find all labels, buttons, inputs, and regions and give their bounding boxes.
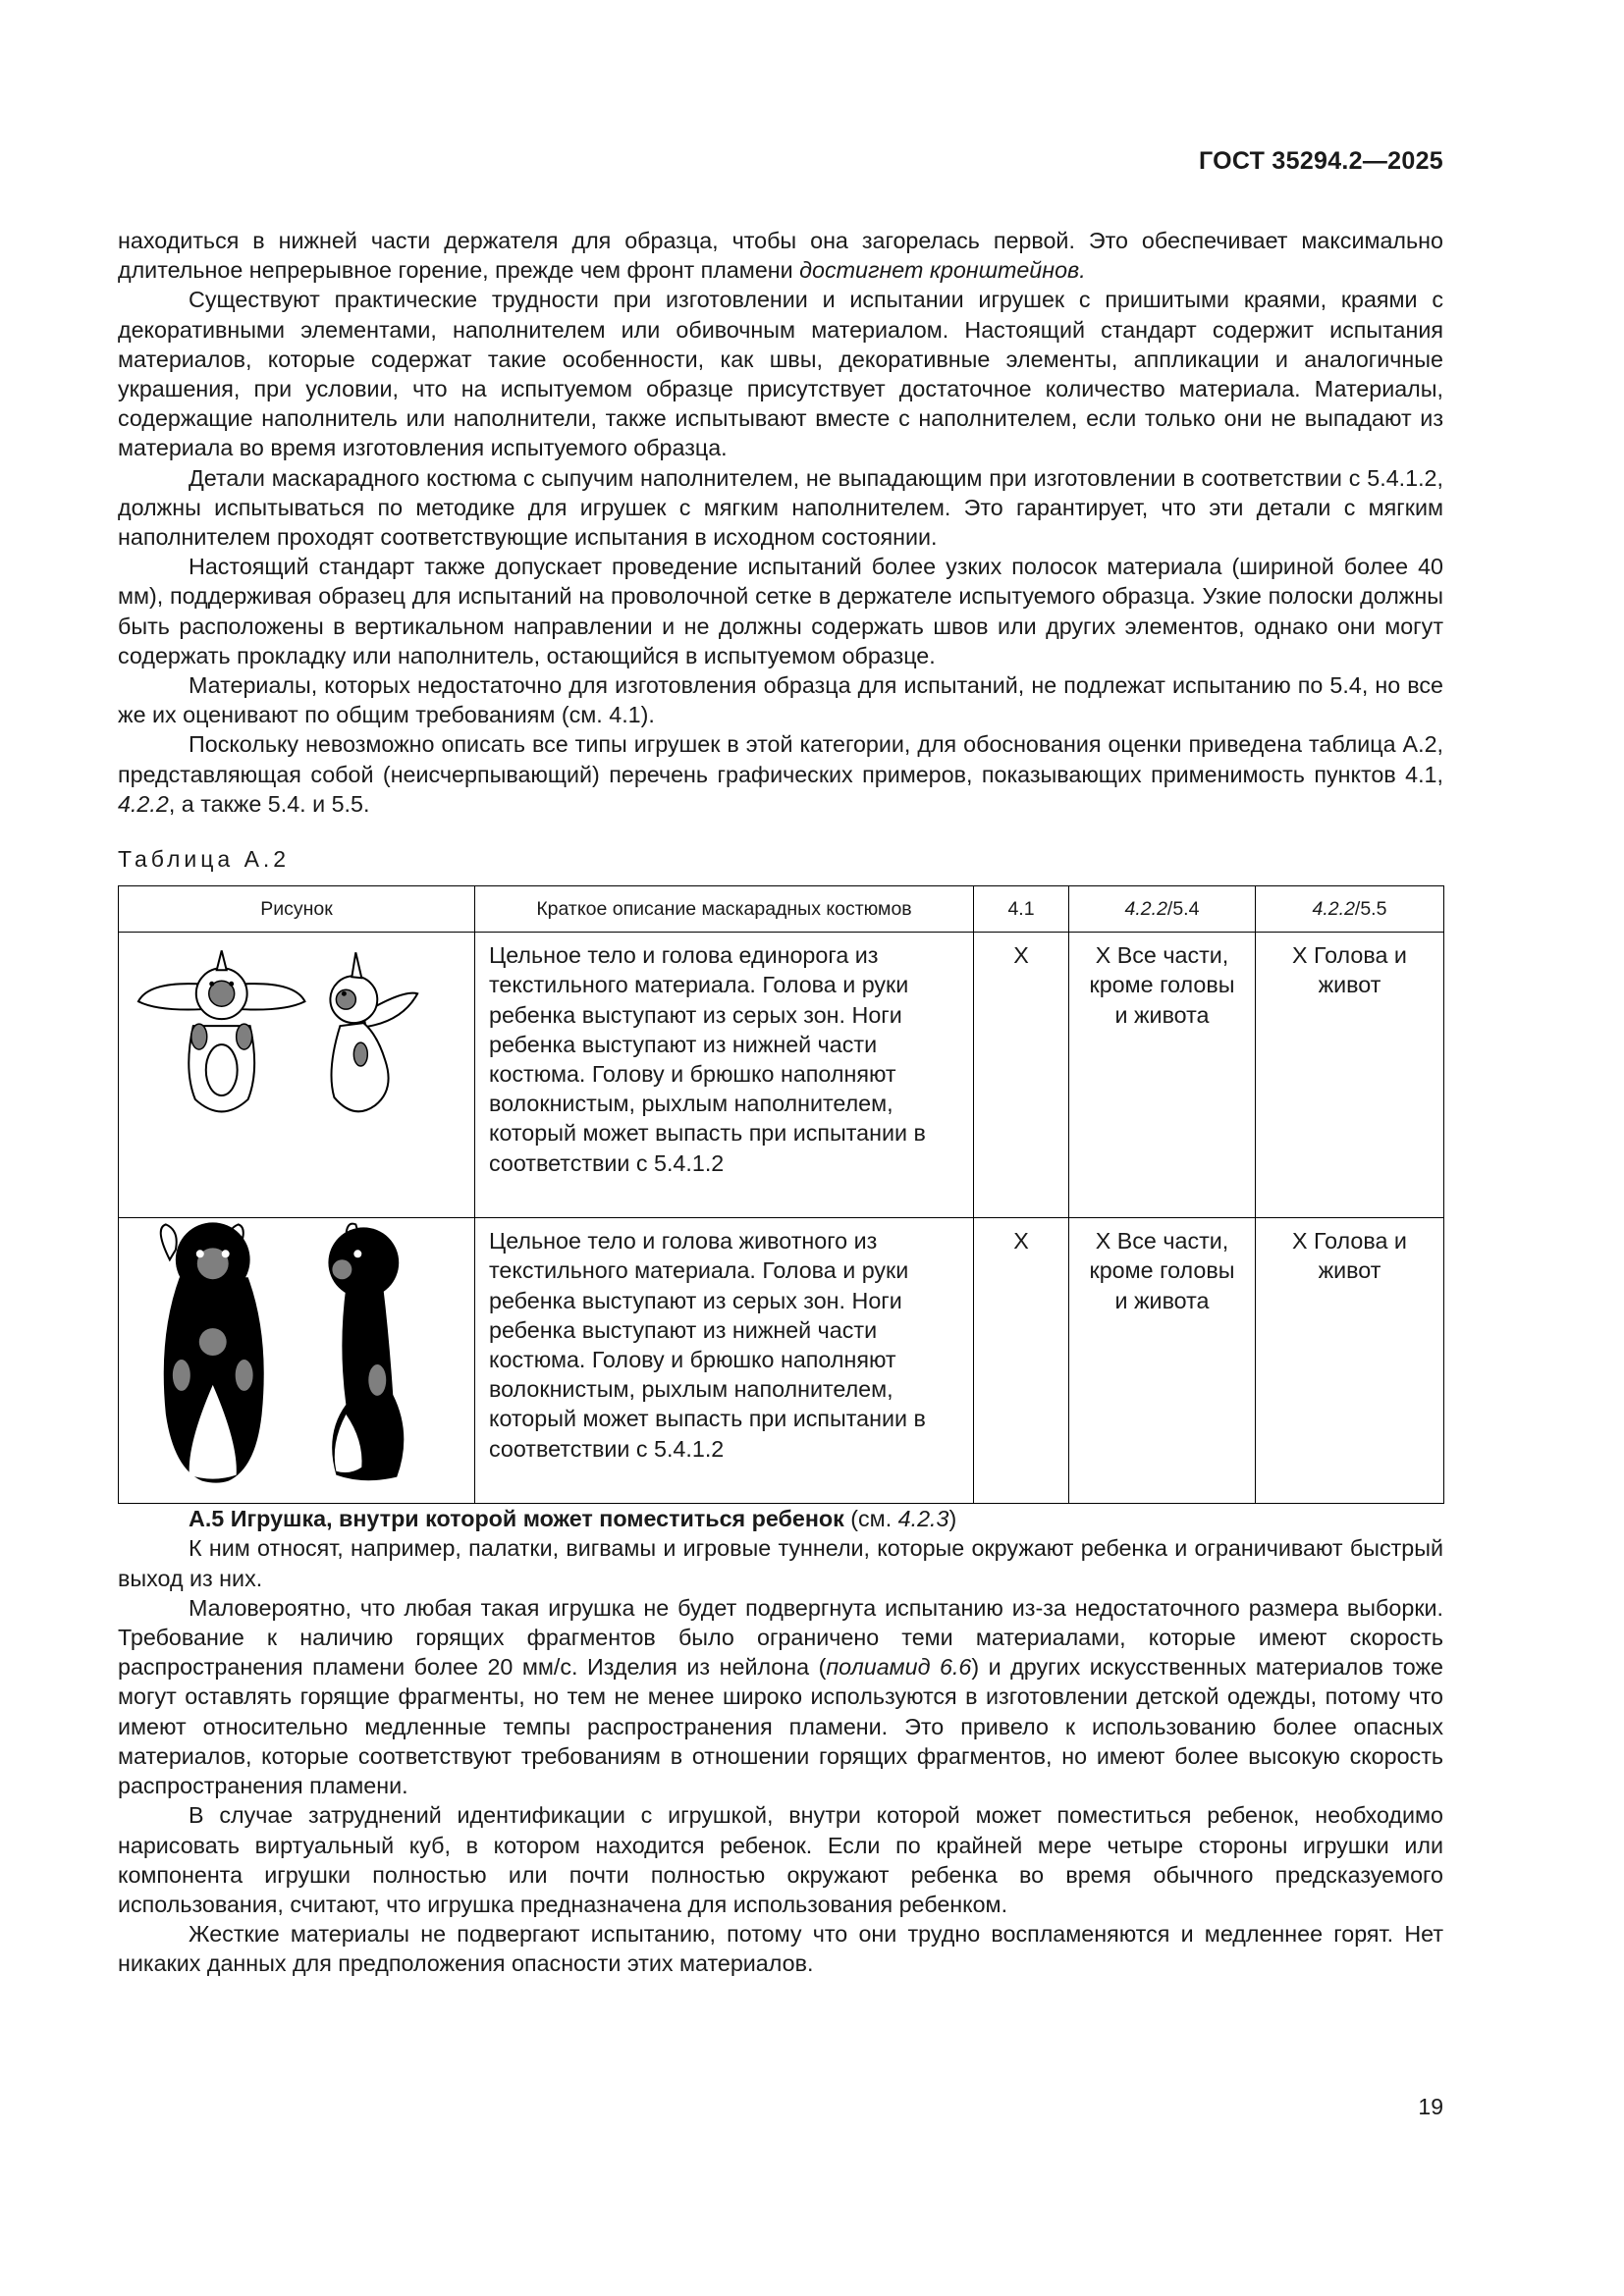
- paragraph-3: Детали маскарадного костюма с сыпучим наполнителем, не выпадающим при изготовлении в соответствии с 5.4.1.2, должны испытываться по методике для игрушек с мягким наполнителем. Это гарантирует, что эти детали с мягким наполнителем проходят соответствующие испытания в исходном состоянии.: [118, 464, 1443, 551]
- table-row: [119, 1218, 1444, 1504]
- section-a5-title-bold: А.5 Игрушка, внутри которой может поместиться ребенок: [189, 1506, 844, 1532]
- animal-front-left-ear: [161, 1225, 177, 1260]
- header-5-4-italic: 4.2.2: [1124, 898, 1167, 921]
- unicorn-front-eye-left: [209, 982, 214, 987]
- header-5-5-rest: /5.5: [1354, 898, 1387, 921]
- paragraph-6: [118, 729, 1443, 819]
- costume-table: [118, 885, 1444, 1504]
- section-a5-title: [118, 1504, 1443, 1533]
- section-a5-p2-tail: ) и других искусственных материалов тоже могут оставлять горящие фрагменты, но тем не менее широко используются в изготовлении детской одежды, потому что имеют относительно медленные темпы распространения пламени. Это привело к использованию более опасных материалов, которые соответствуют требованиям в отношении горящих фрагментов, но имеют более высокую скорость распространения пламени.: [118, 1654, 1444, 1799]
- paragraph-6-italic: 4.2.2: [118, 790, 169, 817]
- section-a5-paragraph-3: В случае затруднений идентификации с игрушкой, внутри которой может поместиться ребенок, необходимо нарисовать виртуальный куб, в котором находится ребенок. Если по крайней мере четыре стороны игрушки или компонента игрушки полностью или почти полностью окружают ребенка во время обычного предсказуемого использования, считают, что игрушка предназначена для использования ребенком.: [118, 1802, 1443, 1917]
- paragraph-1: [118, 226, 1443, 285]
- animal-front-right-arm-gray: [236, 1360, 253, 1391]
- paragraph-6-text: Поскольку невозможно описать все типы игрушек в этой категории, для обоснования оценки приведена таблица А.2, представляющая собой (неисчерпывающий) перечень графических примеров, показывающих применимость пунктов 4.1,: [118, 731, 1443, 787]
- unicorn-front-belly: [206, 1044, 238, 1095]
- table-header-row: [119, 886, 1444, 933]
- unicorn-side-body: [331, 1023, 388, 1111]
- animal-side-face-gray: [332, 1260, 352, 1280]
- header-4-1: 4.1: [974, 886, 1069, 933]
- page-number: 19: [1418, 2094, 1443, 2119]
- header-5-4: [1069, 886, 1256, 933]
- unicorn-side-arm-gray: [353, 1042, 367, 1066]
- animal-front-left-arm-gray: [173, 1360, 190, 1391]
- unicorn-front-left-arm-gray: [191, 1024, 207, 1049]
- paragraph-1-italic: достигнет кронштейнов.: [799, 257, 1086, 284]
- document-header: ГОСТ 35294.2—2025: [1198, 147, 1443, 175]
- section-a5-ref-pre: (см.: [843, 1506, 898, 1532]
- header-5-4-rest: /5.4: [1166, 898, 1200, 921]
- section-a5-paragraph-2: [118, 1593, 1443, 1800]
- page-content: [118, 226, 1443, 1979]
- row-1-description: Цельное тело и голова единорога из текстильного материала. Голова и руки ребенка выступают из серых зон. Ноги ребенка выступают из нижней части костюма. Голову и брюшко наполняют волокнистым, рыхлым наполнителем, который может выпасть при испытании в соответствии с 5.4.1.2: [475, 933, 974, 1218]
- unicorn-front-horn: [217, 951, 227, 971]
- unicorn-front-right-wing: [242, 984, 305, 1009]
- unicorn-front-left-wing: [138, 984, 202, 1009]
- unicorn-front-right-arm-gray: [237, 1024, 252, 1049]
- paragraph-5: Материалы, которых недостаточно для изготовления образца для испытаний, не подлежат испытанию по 5.4, но все же их оценивают по общим требованиям (см. 4.1).: [118, 672, 1443, 728]
- row-2-col-4-1: X: [974, 1218, 1069, 1504]
- unicorn-front-eye-right: [229, 982, 234, 987]
- unicorn-figure-cell: [119, 933, 475, 1218]
- animal-front-eye-left: [196, 1251, 204, 1258]
- unicorn-side-horn: [352, 953, 361, 979]
- table-row: [119, 933, 1444, 1218]
- unicorn-side-eye: [342, 991, 347, 996]
- header-5-5: [1256, 886, 1444, 933]
- animal-front-belly-gray: [199, 1328, 227, 1356]
- animal-costume-figure: [119, 1218, 474, 1503]
- section-a5-ref-italic: 4.2.3: [897, 1506, 949, 1532]
- paragraph-2: Существуют практические трудности при изготовлении и испытании игрушек с пришитыми краями, краями с декоративными элементами, наполнителем или обивочным материалом. Настоящий стандарт содержит испытания материалов, которые содержат такие особенности, как швы, декоративные элементы, аппликации и аналогичные украшения, при условии, что на испытуемом образце присутствует достаточное количество материала. Материалы, содержащие наполнитель или наполнители, также испытывают вместе с наполнителем, если только они не выпадают из материала во время изготовления испытуемого образца.: [118, 287, 1443, 461]
- paragraph-6-tail: , а также 5.4. и 5.5.: [168, 790, 370, 817]
- table-caption: Таблица А.2: [118, 846, 291, 873]
- row-2-description: Цельное тело и голова животного из текстильного материала. Голова и руки ребенка выступают из серых зон. Ноги ребенка выступают из нижней части костюма. Голову и брюшко наполняют волокнистым, рыхлым наполнителем, который может выпасть при испытании в соответствии с 5.4.1.2: [475, 1218, 974, 1504]
- animal-figure-cell: [119, 1218, 475, 1504]
- section-a5-ref-post: ): [948, 1506, 957, 1532]
- row-1-col-5-4: X Все части, кроме головы и живота: [1069, 933, 1256, 1218]
- animal-side-arm-gray: [368, 1364, 386, 1396]
- row-1-col-4-1: X: [974, 933, 1069, 1218]
- animal-side-eye: [353, 1251, 361, 1258]
- section-a5-paragraph-1: К ним относят, например, палатки, вигвамы и игровые туннели, которые окружают ребенка и ограничивают быстрый выход из них.: [118, 1535, 1443, 1591]
- row-1-col-5-5: X Голова и живот: [1256, 933, 1444, 1218]
- section-a5-p2-text: Маловероятно, что любая такая игрушка не будет подвергнута испытанию из-за недостаточного размера выборки. Требование к наличию горящих фрагментов было ограничено теми материалами, которые имеют скорость распространения пламени более 20 мм/с. Изделия из нейлона (: [118, 1594, 1443, 1681]
- animal-front-eye-right: [222, 1251, 230, 1258]
- header-picture: Рисунок: [119, 886, 475, 933]
- section-a5-paragraph-4: Жесткие материалы не подвергают испытанию, потому что они трудно воспламеняются и медленнее горят. Нет никаких данных для предположения опасности этих материалов.: [118, 1921, 1443, 1977]
- paragraph-4: Настоящий стандарт также допускает проведение испытаний более узких полосок материала (шириной более 40 мм), поддерживая образец для испытаний на проволочной сетке в держателе испытуемого образца. Узкие полоски должны быть расположены в вертикальном направлении и не должны содержать швов или других элементов, однако они могут содержать прокладку или наполнитель, остающийся в испытуемом образце.: [118, 554, 1443, 668]
- paragraph-1-text: находиться в нижней части держателя для образца, чтобы она загорелась первой. Это обеспечивает максимально длительное непрерывное горение, прежде чем фронт пламени: [118, 228, 1443, 284]
- row-2-col-5-5: X Голова и живот: [1256, 1218, 1444, 1504]
- row-2-col-5-4: X Все части, кроме головы и живота: [1069, 1218, 1256, 1504]
- section-a5-p2-italic: полиамид 6.6: [826, 1654, 972, 1681]
- unicorn-costume-figure: [119, 933, 474, 1217]
- header-5-5-italic: 4.2.2: [1312, 898, 1355, 921]
- header-description: Краткое описание маскарадных костюмов: [475, 886, 974, 933]
